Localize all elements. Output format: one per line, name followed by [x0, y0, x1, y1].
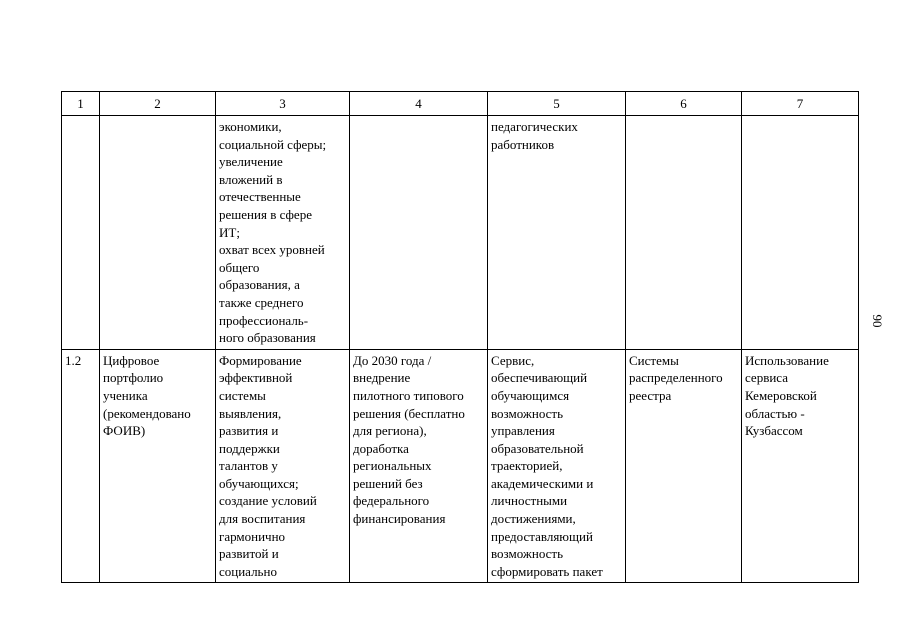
- table-cell: Формирование эффективной системы выявления, развития и поддержки талантов у обучающихся; создание условий для воспитания гармонично развитой и социально: [216, 349, 350, 583]
- document-table: [61, 91, 859, 583]
- header-cell: 3: [216, 92, 350, 116]
- table-row: [62, 349, 859, 583]
- table-cell: [100, 116, 216, 350]
- table-cell: Использование сервиса Кемеровской областью - Кузбассом: [742, 349, 859, 583]
- table-cell: экономики, социальной сферы; увеличение вложений в отечественные решения в сфере ИТ; охват всех уровней общего образования, а также среднего профессиональ- ного образования: [216, 116, 350, 350]
- table-cell: До 2030 года / внедрение пилотного типового решения (бесплатно для региона), доработка региональных решений без федерального финансирования: [350, 349, 488, 583]
- table-cell: [742, 116, 859, 350]
- header-cell: 6: [626, 92, 742, 116]
- page-number: 90: [870, 314, 885, 328]
- table-row: [62, 116, 859, 350]
- table-cell: [626, 116, 742, 350]
- table-cell: Системы распределенного реестра: [626, 349, 742, 583]
- table-cell: педагогических работников: [488, 116, 626, 350]
- table-header-row: [62, 92, 859, 116]
- table-cell: [62, 116, 100, 350]
- header-cell: 4: [350, 92, 488, 116]
- header-cell: 5: [488, 92, 626, 116]
- header-cell: 7: [742, 92, 859, 116]
- table-cell: Цифровое портфолио ученика (рекомендовано ФОИВ): [100, 349, 216, 583]
- header-cell: 1: [62, 92, 100, 116]
- table-cell: [350, 116, 488, 350]
- table-cell: 1.2: [62, 349, 100, 583]
- header-cell: 2: [100, 92, 216, 116]
- table-cell: Сервис, обеспечивающий обучающимся возможность управления образовательной траекторией, академическими и личностными достижениями, предоставляющий возможность сформировать пакет: [488, 349, 626, 583]
